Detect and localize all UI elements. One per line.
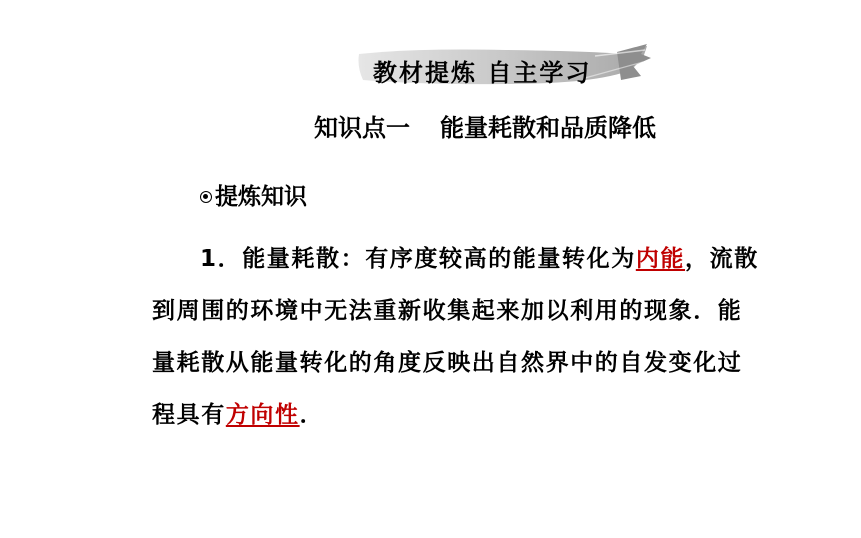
section-banner: [355, 44, 655, 90]
subheading-text: 提炼知识: [215, 184, 307, 210]
paragraph-line-4: [152, 396, 324, 429]
section-title: 能量耗散和品质降低: [440, 114, 656, 142]
paragraph-line-3: 量耗散从能量转化的角度反映出自然界中的自发变化过: [152, 350, 743, 376]
section-label: 知识点一: [314, 114, 410, 142]
answer-blank-2: 方向性: [225, 402, 300, 428]
bullet-icon: [200, 191, 212, 203]
paragraph-line-2: 到周围的环境中无法重新收集起来加以利用的现象．能: [152, 298, 743, 324]
line1-text: 1．能量耗散：有序度较高的能量转化为: [200, 246, 636, 272]
answer-blank-1: 内能: [635, 246, 686, 272]
line4-text: 程具有: [152, 402, 226, 428]
paragraph-line-1: [200, 240, 759, 273]
line4-tail: ．: [299, 402, 325, 428]
line1-tail: ，流散: [685, 246, 759, 272]
subheading: [200, 178, 307, 211]
banner-title: 教材提炼 自主学习: [373, 59, 592, 87]
section-heading: [314, 108, 656, 143]
